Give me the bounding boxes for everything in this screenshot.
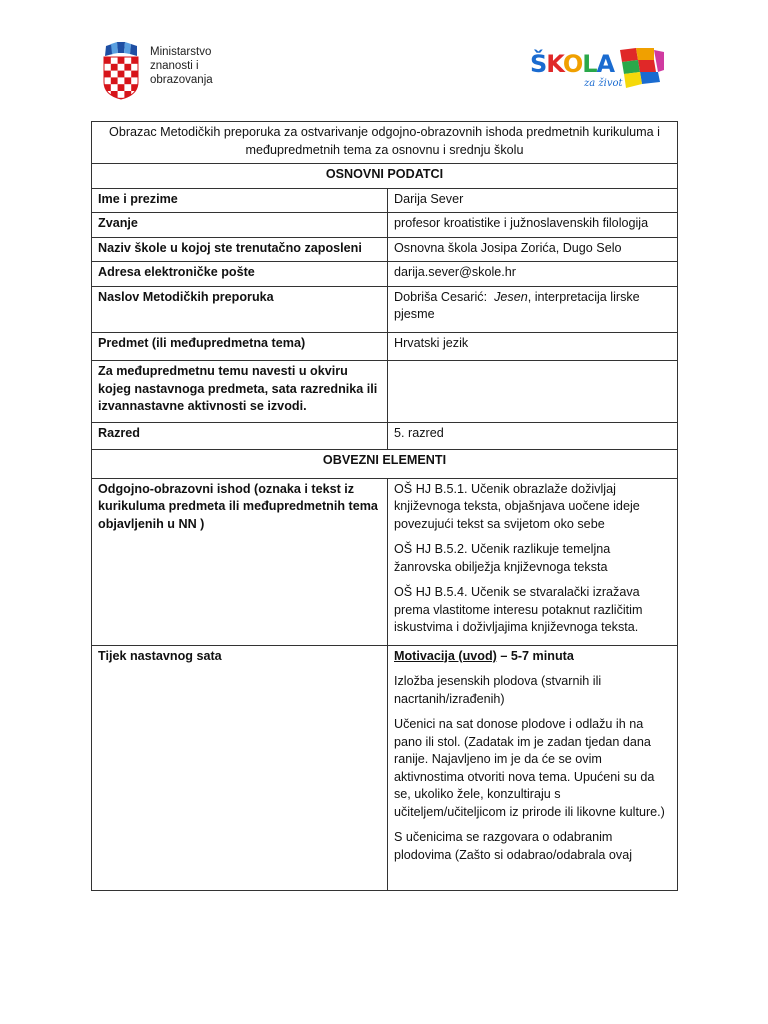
skola-logo-letter: A <box>596 50 615 78</box>
phase-title: Motivacija (uvod) <box>394 648 497 663</box>
ministry-logo <box>102 42 213 100</box>
form-title: Obrazac Metodičkih preporuka za ostvarivanje odgojno-obrazovnih ishoda predmetnih kurikuluma i međupredmetnih tema za osnovnu i srednju školu <box>92 122 678 164</box>
outcome-item: OŠ HJ B.5.1. Učenik obrazlaže doživljaj književnoga teksta, objašnjava uočene ideje povezujući tekst sa svijetom oko sebe <box>394 481 640 531</box>
value-school: Osnovna škola Josipa Zorića, Dugo Selo <box>388 237 678 262</box>
skola-logo-letter: L <box>582 50 597 78</box>
section-basic-data: OSNOVNI PODATCI <box>92 164 678 189</box>
value-email: darija.sever@skole.hr <box>388 262 678 287</box>
skola-logo-letter: K <box>546 50 563 78</box>
skola-logo-subtitle: za život <box>584 78 623 89</box>
skola-logo-letter: O <box>562 50 583 78</box>
label-recommendation-title: Naslov Metodičkih preporuka <box>92 286 388 332</box>
table-row <box>92 237 678 262</box>
label-title: Zvanje <box>92 213 388 238</box>
phase-duration: – 5-7 minuta <box>496 648 574 663</box>
croatian-coat-of-arms-icon <box>102 42 140 100</box>
lesson-paragraph: Izložba jesenskih plodova (stvarnih ili nacrtanih/izrađenih) <box>394 674 602 706</box>
poem-title: Jesen <box>494 289 528 304</box>
value-name: Darija Sever <box>388 188 678 213</box>
skola-logo-word <box>530 50 614 78</box>
lesson-paragraph: S učenicima se razgovara o odabranim plodovima (Zašto si odabrao/odabrala ovaj <box>394 830 633 862</box>
value-title: profesor kroatistike i južnoslavenskih filologija <box>388 213 678 238</box>
label-email: Adresa elektroničke pošte <box>92 262 388 287</box>
label-school: Naziv škole u kojoj ste trenutačno zaposleni <box>92 237 388 262</box>
ministry-line: Ministarstvo <box>150 46 212 58</box>
ministry-name <box>150 45 213 87</box>
methodical-recommendations-form <box>91 121 678 891</box>
section-mandatory-elements: OBVEZNI ELEMENTI <box>92 450 678 479</box>
table-row <box>92 213 678 238</box>
lesson-phase-heading <box>394 648 671 666</box>
lesson-paragraph: Učenici na sat donose plodove i odlažu ih na pano ili stol. (Zadatak im je zadan tjedan dana ranije. Najavljeno im je da će se ovim aktivnostima otvoriti nova tema. Upućeni su da se, ukoliko žele, konzultiraju s učiteljem/učiteljicom iz prirode ili likovne kulture.) <box>394 717 665 819</box>
label-outcomes: Odgojno-obrazovni ishod (oznaka i tekst iz kurikuluma predmeta ili međupredmetnih tema objavljenih u NN ) <box>92 478 388 645</box>
table-row <box>92 422 678 450</box>
section-header-row <box>92 450 678 479</box>
table-row <box>92 262 678 287</box>
value-subject: Hrvatski jezik <box>388 332 678 361</box>
table-row <box>92 645 678 890</box>
label-cross-curricular: Za međupredmetnu temu navesti u okviru kojeg nastavnoga predmeta, sata razrednika ili izvannastavne aktivnosti se izvodi. <box>92 361 388 423</box>
outcome-item: OŠ HJ B.5.2. Učenik razlikuje temeljna žanrovska obilježja književnoga teksta <box>394 542 611 574</box>
table-row <box>92 286 678 332</box>
ministry-line: obrazovanja <box>150 74 213 86</box>
table-row <box>92 361 678 423</box>
ministry-line: znanosti i <box>150 60 199 72</box>
recommendation-title-rest: , interpretacija lirske pjesme <box>394 289 640 321</box>
value-cross-curricular <box>388 361 678 423</box>
skola-za-zivot-logo <box>528 44 668 98</box>
outcome-item: OŠ HJ B.5.4. Učenik se stvaralački izražava prema vlastitome interesu potaknut različitim iskustvima i doživljajima književnoga teksta. <box>394 585 643 634</box>
value-recommendation-title <box>388 286 678 332</box>
label-lesson-flow: Tijek nastavnog sata <box>92 645 388 890</box>
skola-logo-letter: Š <box>530 50 547 78</box>
label-grade: Razred <box>92 422 388 450</box>
section-header-row <box>92 164 678 189</box>
form-title-row <box>92 122 678 164</box>
label-subject: Predmet (ili međupredmetna tema) <box>92 332 388 361</box>
table-row <box>92 332 678 361</box>
value-grade: 5. razred <box>388 422 678 450</box>
table-row <box>92 188 678 213</box>
label-name: Ime i prezime <box>92 188 388 213</box>
poem-author: Dobriša Cesarić: <box>394 289 488 304</box>
table-row <box>92 478 678 645</box>
value-lesson-flow <box>388 645 678 890</box>
value-outcomes <box>388 478 678 645</box>
